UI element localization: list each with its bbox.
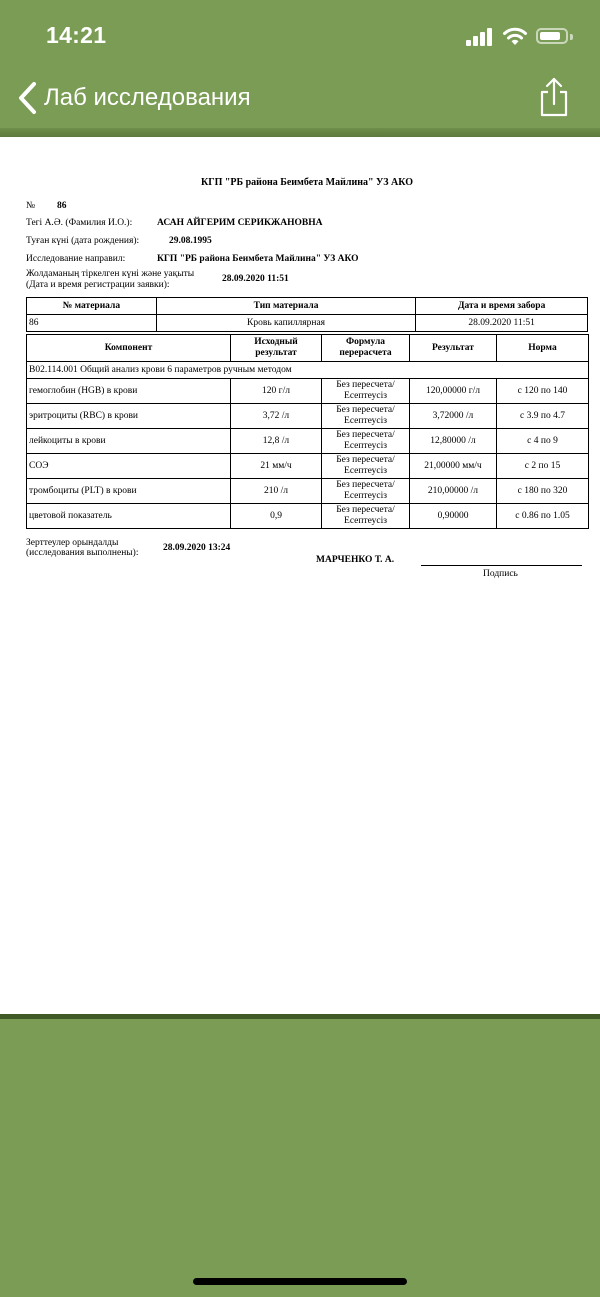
material-type-header: Тип материала [156,298,415,315]
referral-label: Исследование направил: [26,254,126,264]
patient-name-value: АСАН АЙГЕРИМ СЕРИКЖАНОВНА [157,218,323,228]
birth-date-value: 29.08.1995 [169,236,212,246]
registration-label-line2: (Дата и время регистрации заявки): [26,280,170,290]
status-icons [466,26,576,48]
result-cell: 210,00000 /л [410,479,497,504]
result-header: Результат [410,335,497,362]
formula-cell: Без пересчета/ Есептеусіз [322,379,410,404]
cellular-signal-icon [466,28,494,46]
source-result-cell: 21 мм/ч [231,454,322,479]
material-number: 86 [27,315,157,332]
completed-date-value: 28.09.2020 13:24 [163,543,231,553]
formula-cell: Без пересчета/ Есептеусіз [322,404,410,429]
component-cell: эритроциты (RBC) в крови [27,404,231,429]
signature-line [421,565,582,566]
formula-cell: Без пересчета/ Есептеусіз [322,479,410,504]
result-cell: 3,72000 /л [410,404,497,429]
table-row [27,454,589,479]
component-header: Компонент [27,335,231,362]
source-result-cell: 210 /л [231,479,322,504]
collection-date: 28.09.2020 11:51 [416,315,588,332]
navigation-bar [0,70,600,128]
completed-label-line1: Зерттеулер орындалды [26,538,119,548]
status-time: 14:21 [46,22,107,48]
number-value: 86 [57,201,67,211]
wifi-icon [502,26,528,46]
number-label: № [26,201,36,211]
signature-label: Подпись [483,569,518,579]
formula-cell: Без пересчета/ Есептеусіз [322,504,410,529]
document-viewer[interactable] [0,137,600,1014]
component-cell: тромбоциты (PLT) в крови [27,479,231,504]
source-result-cell: 0,9 [231,504,322,529]
result-cell: 12,80000 /л [410,429,497,454]
registration-value: 28.09.2020 11:51 [222,274,289,284]
source-result-header: Исходный результат [231,335,322,362]
norm-cell: с 120 по 140 [497,379,589,404]
norm-cell: с 0.86 по 1.05 [497,504,589,529]
share-icon[interactable] [536,76,572,118]
nav-divider [0,128,600,137]
result-cell: 0,90000 [410,504,497,529]
patient-name-label: Тегі А.Ә. (Фамилия И.О.): [26,218,133,228]
norm-cell: с 4 по 9 [497,429,589,454]
formula-cell: Без пересчета/ Есептеусіз [322,454,410,479]
back-button[interactable] [16,78,251,118]
result-cell: 21,00000 мм/ч [410,454,497,479]
battery-icon [536,28,568,44]
test-section-row [27,362,589,379]
material-table [26,297,588,332]
formula-header: Формула перерасчета [322,335,410,362]
component-cell: СОЭ [27,454,231,479]
completed-label-line2: (исследования выполнены): [26,548,139,558]
home-indicator[interactable] [193,1278,407,1285]
norm-cell: с 2 по 15 [497,454,589,479]
back-button-label: Лаб исследования [44,84,251,111]
material-table-header [27,298,588,315]
table-row [27,504,589,529]
table-row [27,315,588,332]
source-result-cell: 120 г/л [231,379,322,404]
referral-value: КГП "РБ района Беимбета Майлина" УЗ АКО [157,254,359,264]
collection-date-header: Дата и время забора [416,298,588,315]
norm-cell: с 3.9 по 4.7 [497,404,589,429]
results-table [26,334,589,529]
result-cell: 120,00000 г/л [410,379,497,404]
test-section-title: B02.114.001 Общий анализ крови 6 параметров ручным методом [27,362,589,379]
table-row [27,404,589,429]
formula-cell: Без пересчета/ Есептеусіз [322,429,410,454]
table-row [27,429,589,454]
material-number-header: № материала [27,298,157,315]
table-row [27,479,589,504]
organization-title: КГП "РБ района Беимбета Майлина" УЗ АКО [200,177,414,188]
chevron-left-icon [16,81,38,115]
source-result-cell: 12,8 /л [231,429,322,454]
doctor-name: МАРЧЕНКО Т. А. [316,555,395,565]
results-table-header [27,335,589,362]
document-bottom-edge [0,1014,600,1019]
status-bar [0,0,600,70]
component-cell: лейкоциты в крови [27,429,231,454]
norm-cell: с 180 по 320 [497,479,589,504]
source-result-cell: 3,72 /л [231,404,322,429]
table-row [27,379,589,404]
registration-label-line1: Жолдаманың тіркелген күні және уақыты [26,269,195,279]
birth-date-label: Туған күні (дата рождения): [26,236,140,246]
component-cell: гемоглобин (HGB) в крови [27,379,231,404]
component-cell: цветовой показатель [27,504,231,529]
material-type: Кровь капиллярная [156,315,415,332]
norm-header: Норма [497,335,589,362]
